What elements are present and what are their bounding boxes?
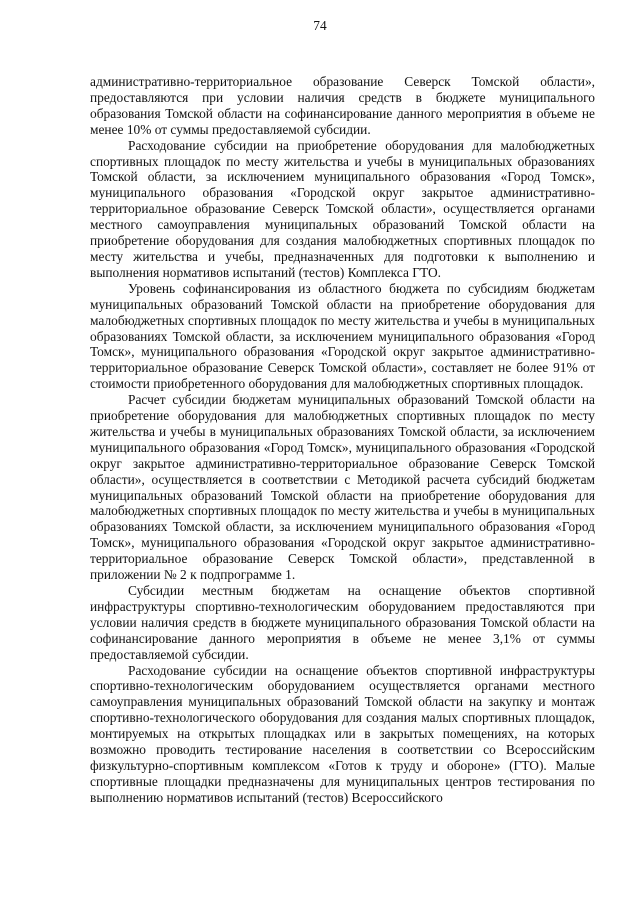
paragraph-infrastructure-spending: Расходование субсидии на оснащение объектов спортивной инфраструктуры спортивно-технологическим оборудованием осуществляется органами местного самоуправления муниципальных образований Томской области на закупку и монтаж спортивно-технологического оборудования для создания малых спортивных площадок, монтируемых на открытых площадках или в закрытых помещениях, на которых возможно проводить тестирование населения в соответствии со Всероссийским физкультурно-спортивным комплексом «Готов к труду и обороне» (ГТО). Малые спортивные площадки предназначены для муниципальных центров тестирования по выполнению нормативов испытаний (тестов) Всероссийского xyxy=(90,662,595,805)
document-body xyxy=(90,74,595,806)
paragraph-infrastructure-subsidy: Субсидии местным бюджетам на оснащение объектов спортивной инфраструктуры спортивно-технологическим оборудованием предоставляются при условии наличия средств в бюджете муниципального образования Томской области на софинансирование данного мероприятия в объеме не менее 3,1% от суммы предоставляемой субсидии. xyxy=(90,583,595,662)
paragraph-continuation: административно-территориальное образование Северск Томской области», предоставляются при условии наличия средств в бюджете муниципального образования Томской области на софинансирование данного мероприятия в объеме не менее 10% от суммы предоставляемой субсидии. xyxy=(90,74,595,137)
page-number: 74 xyxy=(313,18,327,33)
paragraph-cofinancing-level: Уровень софинансирования из областного бюджета по субсидиям бюджетам муниципальных образований Томской области на приобретение оборудования для малобюджетных спортивных площадок по месту жительства и учебы в муниципальных образованиях Томской области, за исключением муниципального образования «Город Томск», муниципального образования «Городской округ закрытое административно-территориальное образование Северск Томской области», составляет не более 91% от стоимости приобретенного оборудования для малобюджетных спортивных площадок. xyxy=(90,280,595,392)
paragraph-subsidy-calculation: Расчет субсидии бюджетам муниципальных образований Томской области на приобретение оборудования для малобюджетных спортивных площадок по месту жительства и учебы в муниципальных образованиях Томской области, за исключением муниципального образования «Город Томск», муниципального образования «Городской округ закрытое административно-территориальное образование Северск Томской области», осуществляется в соответствии с Методикой расчета субсидий бюджетам муниципальных образований Томской области на приобретение оборудования для малобюджетных спортивных площадок по месту жительства и учебы в муниципальных образованиях Томской области, за исключением муниципального образования «Город Томск», муниципального образования «Городской округ закрытое административно-территориальное образование Северск Томской области», представленной в приложении № 2 к подпрограмме 1. xyxy=(90,392,595,583)
paragraph-equipment-spending: Расходование субсидии на приобретение оборудования для малобюджетных спортивных площадок по месту жительства и учебы в муниципальных образованиях Томской области, за исключением муниципального образования «Город Томск», муниципального образования «Городской округ закрытое административно-территориальное образование Северск Томской области», осуществляется органами местного самоуправления муниципальных образований Томской области на приобретение оборудования для создания малобюджетных спортивных площадок по месту жительства и учебы, предназначенных для подготовки к выполнению и выполнения нормативов испытаний (тестов) Комплекса ГТО. xyxy=(90,137,595,280)
